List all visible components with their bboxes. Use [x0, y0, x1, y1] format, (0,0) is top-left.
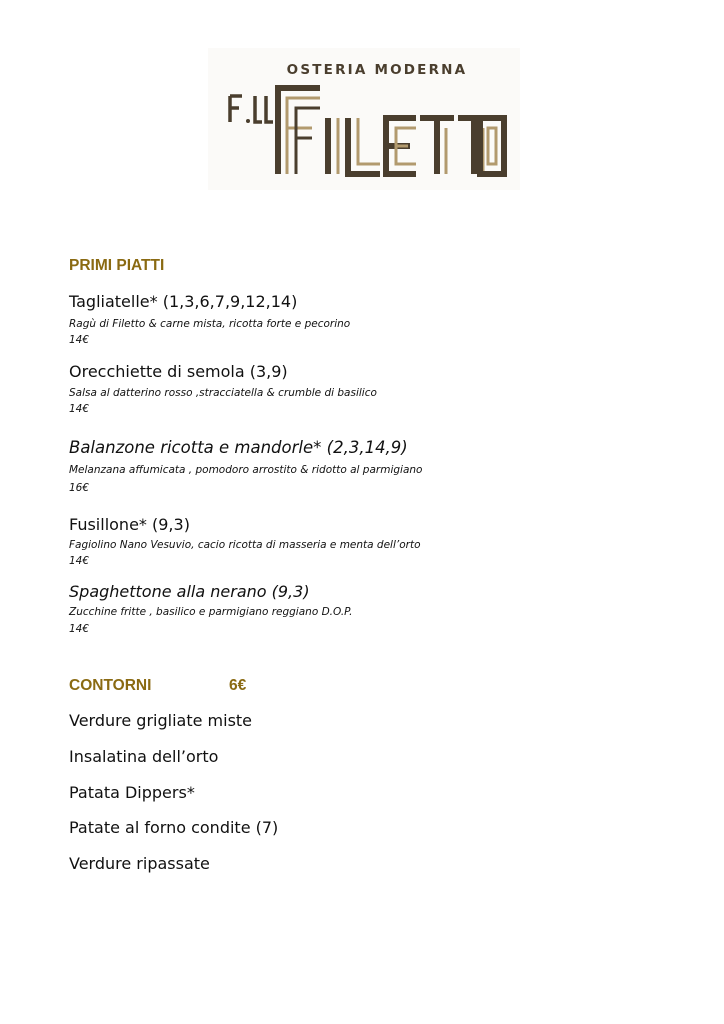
- dish-name: Spaghettone alla nerano (9,3): [69, 582, 310, 601]
- side-dish: Verdure grigliate miste: [69, 711, 253, 730]
- logo-letter-e: [386, 118, 416, 174]
- dish-price: 14€: [69, 334, 90, 346]
- side-dish: Patate al forno condite (7): [69, 818, 279, 837]
- logo-letter-i: [328, 118, 338, 174]
- dish-description: Melanzana affumicata , pomodoro arrostito & ridotto al parmigiano: [69, 464, 423, 476]
- restaurant-logo: [208, 48, 520, 190]
- dish-name: Tagliatelle* (1,3,6,7,9,12,14): [69, 292, 298, 311]
- dish-description: Salsa al datterino rosso ,stracciatella & crumble di basilico: [69, 387, 377, 399]
- dish-name: Balanzone ricotta e mandorle* (2,3,14,9): [69, 438, 408, 457]
- section-title-contorni: CONTORNI: [69, 677, 152, 694]
- logo-wordmark: [208, 48, 520, 190]
- dish-description: Fagiolino Nano Vesuvio, cacio ricotta di masseria e menta dell’orto: [69, 539, 421, 551]
- side-dish: Insalatina dell’orto: [69, 747, 219, 766]
- side-dish: Verdure ripassate: [69, 854, 210, 873]
- section-title-primi: PRIMI PIATTI: [69, 257, 165, 274]
- dish-price: 14€: [69, 555, 90, 567]
- contorni-price: 6€: [229, 677, 247, 694]
- logo-letter-t1: [420, 118, 454, 174]
- dish-name: Fusillone* (9,3): [69, 515, 190, 534]
- dish-price: 16€: [69, 482, 90, 494]
- logo-prefix-mark: [230, 96, 278, 122]
- side-dish: Patata Dippers*: [69, 783, 195, 802]
- dish-price: 14€: [69, 623, 90, 635]
- logo-letter-l: [348, 118, 380, 174]
- dish-price: 14€: [69, 403, 90, 415]
- logo-subtitle: OSTERIA MODERNA: [286, 62, 468, 78]
- dish-name: Orecchiette di semola (3,9): [69, 362, 288, 381]
- dish-description: Zucchine fritte , basilico e parmigiano reggiano D.O.P.: [69, 606, 353, 618]
- logo-letter-f: [278, 88, 320, 174]
- dish-description: Ragù di Filetto & carne mista, ricotta forte e pecorino: [69, 318, 351, 330]
- logo-letter-t2: [458, 118, 490, 174]
